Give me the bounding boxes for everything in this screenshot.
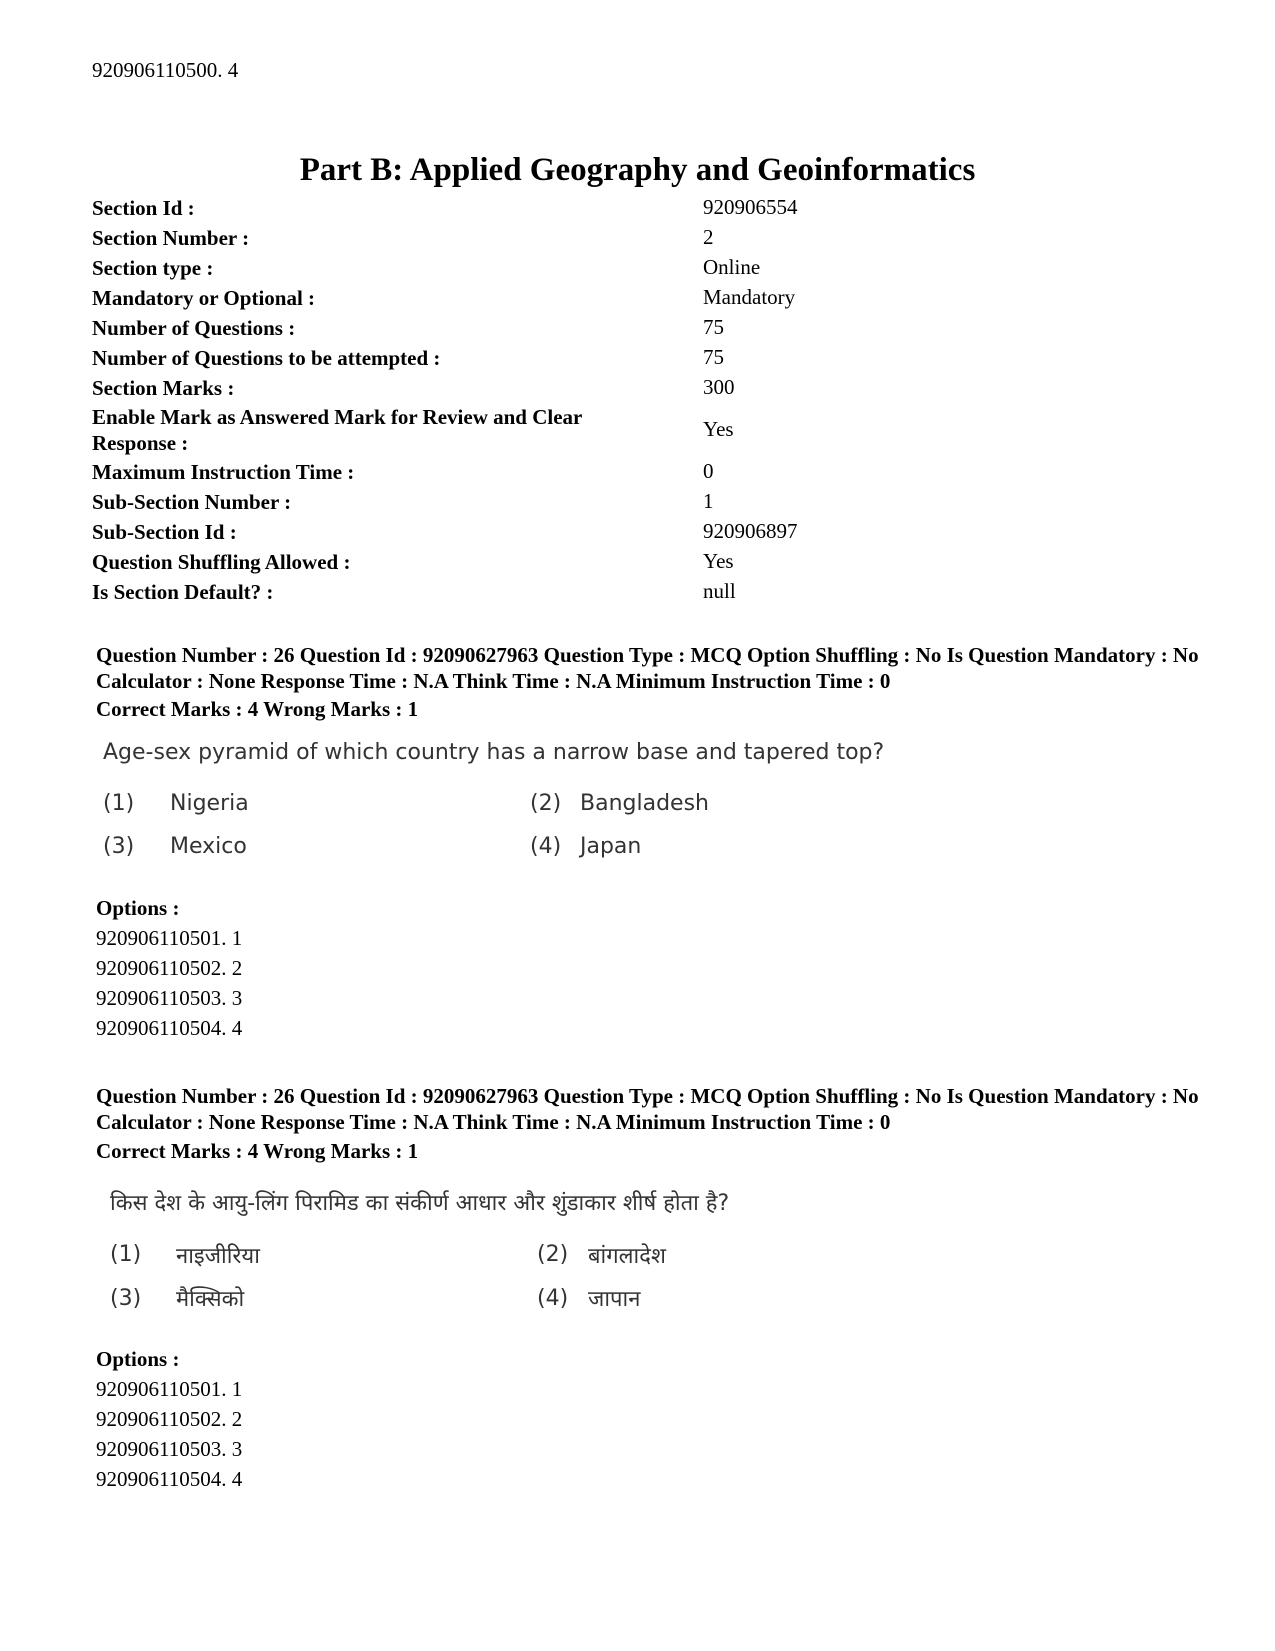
section-default-label: Is Section Default? :	[92, 580, 274, 604]
choice-number: (2)	[530, 791, 562, 816]
choice-label: Nigeria	[170, 791, 249, 816]
subsection-number-label: Sub-Section Number :	[92, 490, 292, 514]
section-default-value: null	[703, 579, 736, 603]
option-id: 920906110504. 4	[96, 1016, 243, 1040]
choice-label: बांगलादेश	[588, 1244, 666, 1269]
options-heading: Options :	[96, 1347, 180, 1371]
question-marks: Correct Marks : 4 Wrong Marks : 1	[96, 697, 419, 721]
part-title: Part B: Applied Geography and Geoinformatics	[299, 152, 976, 188]
option-id: 920906110504. 4	[96, 1467, 243, 1491]
option-id: 920906110502. 2	[96, 956, 243, 980]
choice-number: (4)	[537, 1286, 569, 1311]
choice-label: Bangladesh	[580, 791, 709, 816]
subsection-number-value: 1	[703, 489, 714, 513]
subsection-id-value: 920906897	[703, 519, 798, 543]
option-id: 920906110501. 1	[96, 1377, 243, 1401]
question-meta: Question Number : 26 Question Id : 92090627963 Question Type : MCQ Option Shuffling : No Is Question Mandatory : No Calculator : None Response Time : N.A Think Time : N.A Minimum Instruction Time : 0	[96, 1084, 1199, 1134]
section-marks-value: 300	[703, 375, 735, 399]
section-id-value: 920906554	[703, 195, 798, 219]
choice-number: (4)	[530, 834, 562, 859]
shuffling-value: Yes	[703, 549, 734, 573]
question-text: Age-sex pyramid of which country has a narrow base and tapered top?	[103, 740, 885, 765]
options-heading: Options :	[96, 896, 180, 920]
choice-label: Japan	[580, 834, 642, 859]
section-type-value: Online	[703, 255, 761, 279]
question-meta: Question Number : 26 Question Id : 92090627963 Question Type : MCQ Option Shuffling : No Is Question Mandatory : No Calculator : None Response Time : N.A Think Time : N.A Minimum Instruction Time : 0	[96, 643, 1199, 693]
subsection-id-label: Sub-Section Id :	[92, 520, 237, 544]
choice-label: मैक्सिको	[176, 1287, 245, 1312]
question-marks: Correct Marks : 4 Wrong Marks : 1	[96, 1139, 419, 1163]
choice-number: (1)	[103, 791, 135, 816]
option-id: 920906110501. 1	[96, 926, 243, 950]
mandatory-value: Mandatory	[703, 285, 796, 309]
option-id: 920906110502. 2	[96, 1407, 243, 1431]
max-instruction-value: 0	[703, 459, 714, 483]
question-text: किस देश के आयु-लिंग पिरामिड का संकीर्ण आधार और शुंडाकार शीर्ष होता है?	[110, 1191, 730, 1216]
section-id-label: Section Id :	[92, 196, 195, 220]
choice-number: (3)	[110, 1286, 142, 1311]
num-questions-value: 75	[703, 315, 724, 339]
num-questions-label: Number of Questions :	[92, 316, 296, 340]
shuffling-label: Question Shuffling Allowed :	[92, 550, 351, 574]
section-number-value: 2	[703, 225, 714, 249]
section-number-label: Section Number :	[92, 226, 250, 250]
previous-option-id: 920906110500. 4	[92, 58, 239, 82]
max-instruction-label: Maximum Instruction Time :	[92, 460, 355, 484]
enable-mark-label: Enable Mark as Answered Mark for Review and Clear Response :	[92, 405, 582, 455]
choice-label: Mexico	[170, 834, 247, 859]
option-id: 920906110503. 3	[96, 986, 243, 1010]
section-marks-label: Section Marks :	[92, 376, 235, 400]
choice-number: (3)	[103, 834, 135, 859]
enable-mark-value: Yes	[703, 417, 734, 441]
mandatory-label: Mandatory or Optional :	[92, 286, 316, 310]
num-attempt-label: Number of Questions to be attempted :	[92, 346, 441, 370]
section-type-label: Section type :	[92, 256, 214, 280]
choice-number: (1)	[110, 1242, 142, 1267]
choice-label: जापान	[588, 1287, 641, 1312]
choice-number: (2)	[537, 1242, 569, 1267]
num-attempt-value: 75	[703, 345, 724, 369]
choice-label: नाइजीरिया	[176, 1244, 260, 1269]
option-id: 920906110503. 3	[96, 1437, 243, 1461]
